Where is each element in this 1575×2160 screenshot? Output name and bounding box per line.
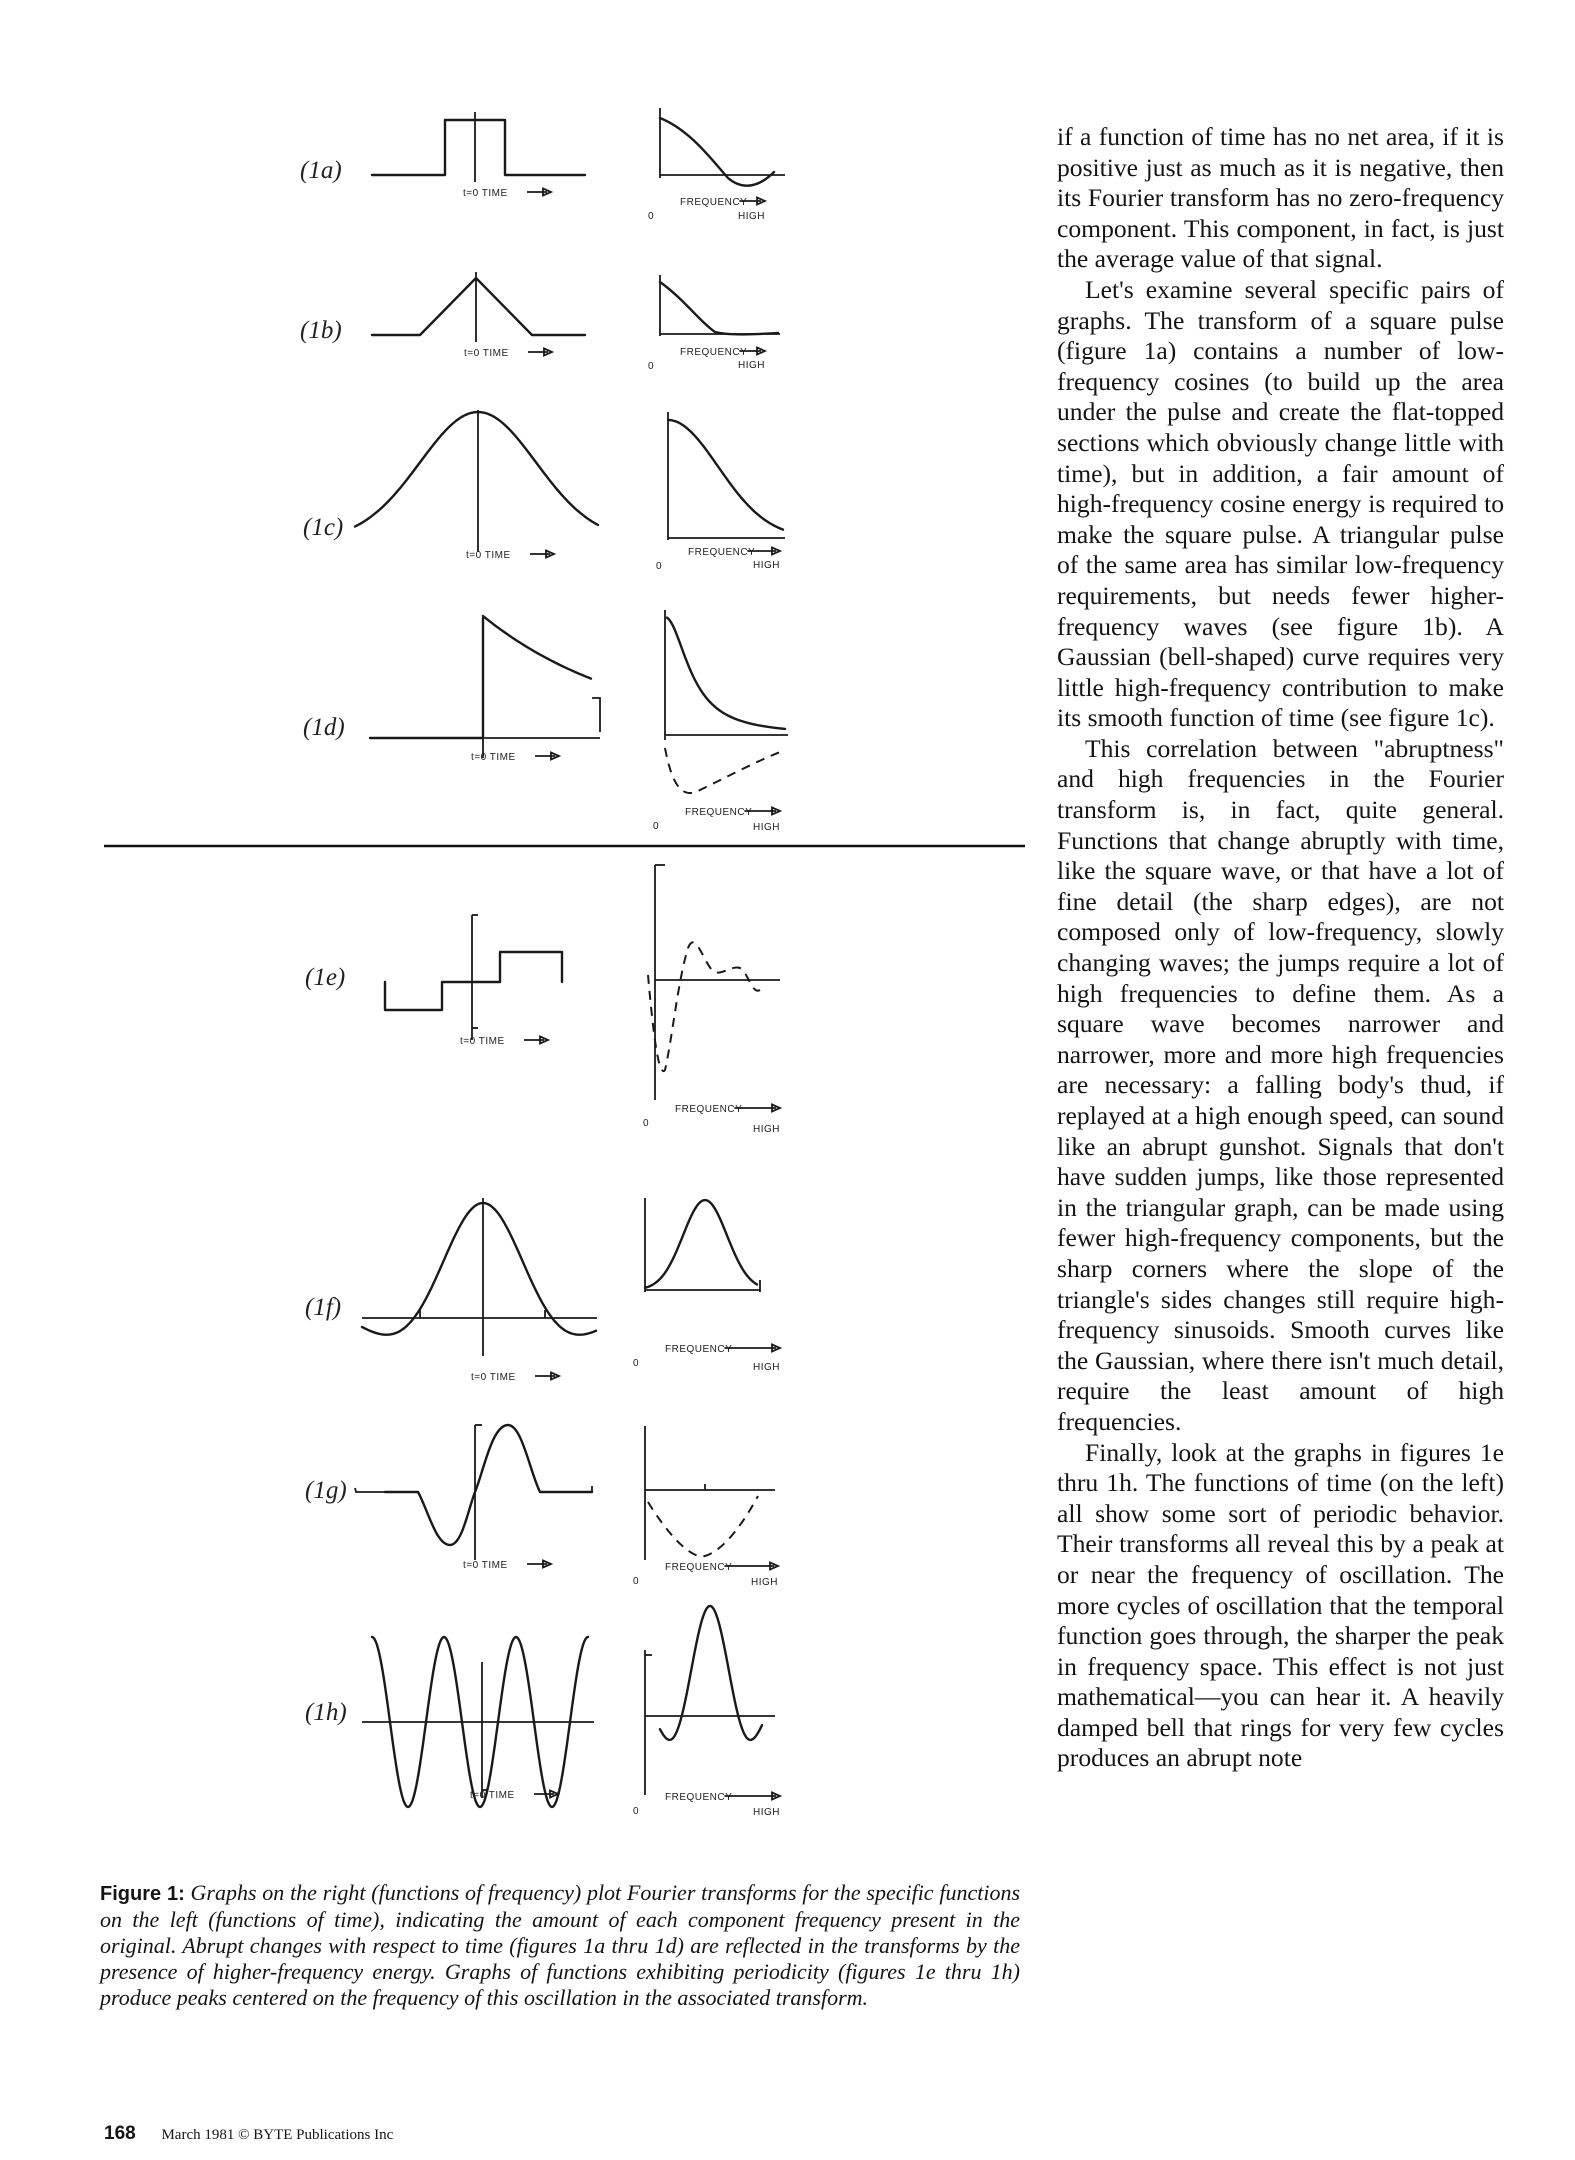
frequency-zero-label: 0 bbox=[633, 1576, 640, 1587]
frequency-axis-label: FREQUENCY bbox=[685, 807, 753, 818]
panel-1b bbox=[300, 272, 780, 372]
time-axis-left-tick bbox=[355, 1488, 385, 1492]
time-axis-end-tick bbox=[592, 698, 600, 732]
panel-1g bbox=[305, 1425, 778, 1588]
transform-gaussian bbox=[668, 420, 783, 530]
frequency-zero-label: 0 bbox=[653, 821, 660, 832]
frequency-high-label: HIGH bbox=[753, 1124, 780, 1135]
frequency-high-label: HIGH bbox=[753, 1362, 780, 1373]
figure-caption bbox=[100, 1880, 1020, 2011]
time-function-triangle bbox=[372, 278, 585, 335]
frequency-high-label: HIGH bbox=[753, 1807, 780, 1818]
panel-label: (1a) bbox=[300, 157, 342, 184]
panel-label: (1d) bbox=[303, 714, 345, 741]
frequency-zero-label: 0 bbox=[643, 1118, 650, 1129]
issue-credit: March 1981 © BYTE Publications Inc bbox=[161, 2127, 394, 2143]
transform-lorentzian-real bbox=[667, 618, 785, 729]
transform-sharp-peak bbox=[660, 1606, 762, 1740]
frequency-high-label: HIGH bbox=[753, 560, 780, 571]
time-axis-label: t=0 TIME bbox=[471, 752, 516, 763]
frequency-zero-label: 0 bbox=[648, 211, 655, 222]
frequency-axis-label: FREQUENCY bbox=[680, 347, 748, 358]
time-function-gaussian bbox=[355, 412, 598, 527]
time-axis-label: t=0 TIME bbox=[460, 1036, 505, 1047]
frequency-high-label: HIGH bbox=[738, 211, 765, 222]
panel-label: (1h) bbox=[305, 1699, 347, 1726]
time-function-square-wave bbox=[385, 952, 562, 1010]
transform-odd-dip-dashed bbox=[648, 1496, 758, 1556]
time-function-square-pulse bbox=[372, 120, 585, 175]
time-axis-label: t=0 TIME bbox=[463, 188, 508, 199]
panel-1f bbox=[305, 1198, 780, 1383]
frequency-zero-label: 0 bbox=[633, 1358, 640, 1369]
frequency-zero-label: 0 bbox=[648, 361, 655, 372]
time-axis-label: t=0 TIME bbox=[471, 1372, 516, 1383]
time-axis-label: t=0 TIME bbox=[470, 1790, 515, 1801]
panel-label: (1b) bbox=[300, 317, 342, 344]
transform-peak bbox=[645, 1200, 757, 1288]
frequency-axis-label: FREQUENCY bbox=[665, 1562, 733, 1573]
paragraph-2: Let's examine several specific pairs of graphs. The transform of a square pulse (figure 1a) contains a number of low-frequency cosines (to build up the area under the pulse and create the flat-topped sections which obviously change little with time), but in addition, a fair amount of high-frequency cosine energy is required to make the square pulse. A triangular pulse of the same area has similar low-frequency requirements, but needs fewer higher-frequency waves (see figure 1b). A Gaussian (bell-shaped) curve requires very little high-frequency contribution to make its smooth function of time (see figure 1c). bbox=[1057, 274, 1504, 733]
panel-1h bbox=[305, 1606, 780, 1818]
frequency-axis-label: FREQUENCY bbox=[688, 547, 756, 558]
article-body bbox=[1057, 122, 1504, 1774]
panel-label: (1e) bbox=[305, 964, 346, 991]
panel-label: (1f) bbox=[305, 1294, 342, 1321]
frequency-zero-label: 0 bbox=[633, 1806, 640, 1817]
time-function-single-sine-cycle bbox=[385, 1425, 592, 1545]
transform-odd-spectrum-dashed bbox=[648, 942, 760, 1071]
time-axis-label: t=0 TIME bbox=[464, 348, 509, 359]
paragraph-1: if a function of time has no net area, if it is positive just as much as it is negative, then its Fourier transform has no zero-frequency component. This component, in fact, is just the average value of that signal. bbox=[1057, 122, 1504, 274]
panel-label: (1c) bbox=[303, 514, 344, 541]
time-axis-label: t=0 TIME bbox=[466, 550, 511, 561]
frequency-high-label: HIGH bbox=[738, 360, 765, 371]
paragraph-3: This correlation between "abruptness" and high frequencies in the Fourier transform is, in fact, quite general. Functions that change abruptly with time, like the square wave, or that have a lot of fine detail (the sharp edges), are not composed only of low-frequency, slowly changing waves; the jumps require a lot of high frequencies to define them. As a square wave becomes narrower and narrower, more and more high frequencies are necessary: a falling body's thud, if replayed at a high enough speed, can sound like an abrupt gunshot. Signals that don't have sudden jumps, like those represented in the triangular graph, can be made using fewer high-frequency components, but the sharp corners where the slope of the triangle's sides changes still require high-frequency sinusoids. Smooth curves like the Gaussian, where there isn't much detail, require the least amount of high frequencies. bbox=[1057, 733, 1504, 1436]
panel-1d bbox=[303, 610, 788, 833]
time-function-exponential-decay bbox=[483, 616, 591, 679]
transform-sinc-squared bbox=[660, 282, 778, 334]
panel-1a bbox=[300, 108, 785, 222]
time-function-windowed-sinc bbox=[362, 1203, 596, 1335]
panel-1c bbox=[303, 410, 785, 572]
panel-1e bbox=[305, 865, 780, 1135]
caption-lead: Figure 1: bbox=[100, 1883, 185, 1905]
frequency-axis-label: FREQUENCY bbox=[665, 1792, 733, 1803]
transform-imaginary-dashed bbox=[665, 748, 780, 793]
time-function-step bbox=[370, 618, 483, 738]
page-footer bbox=[104, 2123, 393, 2145]
frequency-axis-label: FREQUENCY bbox=[680, 197, 748, 208]
frequency-zero-label: 0 bbox=[656, 561, 663, 572]
paragraph-4: Finally, look at the graphs in figures 1e thru 1h. The functions of time (on the left) all show some sort of periodic behavior. Their transforms all reveal this by a peak at or near the frequency of oscillation. The more cycles of oscillation that the temporal function goes through, the sharper the peak in frequency space. This effect is not just mathematical—you can hear it. A heavily damped bell that rings for very few cycles produces an abrupt note bbox=[1057, 1437, 1504, 1773]
frequency-axis-label: FREQUENCY bbox=[665, 1344, 733, 1355]
frequency-high-label: HIGH bbox=[753, 822, 780, 833]
frequency-axis-label: FREQUENCY bbox=[675, 1104, 743, 1115]
page-number: 168 bbox=[104, 2123, 136, 2144]
frequency-high-label: HIGH bbox=[751, 1577, 778, 1588]
time-axis-label: t=0 TIME bbox=[463, 1560, 508, 1571]
panel-label: (1g) bbox=[305, 1477, 347, 1504]
caption-text: Graphs on the right (functions of frequency) plot Fourier transforms for the specific functions on the left (functions of time), indicating the amount of each component frequency present in the original. Abrupt changes with respect to time (figures 1a thru 1d) are reflected in the transforms by the presence of higher-frequency energy. Graphs of functions exhibiting periodicity (figures 1e thru 1h) produce peaks centered on the frequency of this oscillation in the associated transform. bbox=[100, 1880, 1021, 2010]
